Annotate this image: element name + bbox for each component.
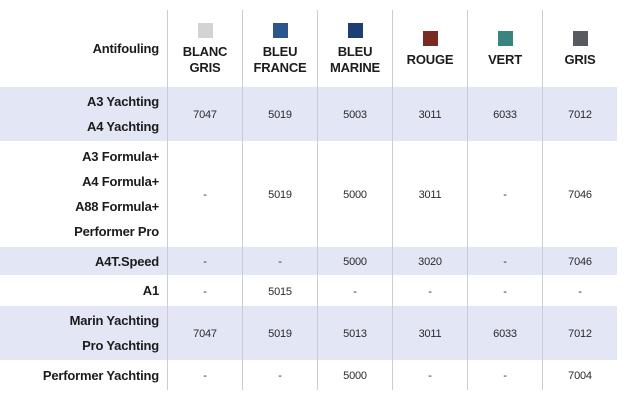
color-code-cell <box>168 87 243 142</box>
color-swatch <box>498 31 513 46</box>
color-code: - <box>203 285 207 298</box>
color-code-cell <box>168 306 243 361</box>
table-row <box>0 361 617 390</box>
column-name <box>168 44 242 76</box>
color-code: - <box>353 285 357 298</box>
color-code-cell <box>543 87 618 142</box>
color-code-cell <box>318 306 393 361</box>
product-names <box>0 142 168 247</box>
color-code: 3011 <box>418 189 442 201</box>
color-code: 5013 <box>343 328 367 340</box>
color-code: - <box>428 285 432 298</box>
color-code-cell <box>243 247 318 276</box>
table-row <box>0 276 617 306</box>
table-row <box>0 142 617 247</box>
color-code-cell <box>243 276 318 306</box>
color-code-cell <box>243 306 318 361</box>
color-code-cell <box>393 87 468 142</box>
column-header <box>243 10 318 87</box>
color-code: 7047 <box>193 109 217 121</box>
product-names <box>0 361 168 390</box>
product-name: A3 Yachting <box>87 94 159 109</box>
product-name: Pro Yachting <box>82 338 159 353</box>
color-code: - <box>278 256 282 268</box>
color-code-cell <box>393 361 468 390</box>
column-name-line: MARINE <box>329 59 381 75</box>
color-code: - <box>503 370 507 383</box>
column-name <box>543 52 617 68</box>
column-header <box>543 10 618 87</box>
color-code: 3011 <box>418 109 442 121</box>
color-code-cell <box>393 247 468 276</box>
color-code-cell <box>393 142 468 247</box>
column-name-line: BLEU <box>262 43 298 59</box>
product-names <box>0 306 168 361</box>
column-name-line: GRIS <box>564 51 596 67</box>
color-code-cell <box>543 361 618 390</box>
color-code: 7047 <box>193 328 217 340</box>
color-code-cell <box>168 247 243 276</box>
product-name: A4T.Speed <box>95 253 159 269</box>
color-code: 5000 <box>343 370 367 383</box>
color-code: - <box>503 256 507 268</box>
color-code-cell <box>468 142 543 247</box>
product-name: Performer Pro <box>74 224 159 239</box>
color-code-cell <box>318 87 393 142</box>
color-code: 3020 <box>418 256 442 268</box>
color-code: 7012 <box>568 328 592 340</box>
column-name-line: FRANCE <box>253 59 307 75</box>
color-code-cell <box>543 306 618 361</box>
color-code: 7046 <box>568 256 592 268</box>
color-code: - <box>503 285 507 298</box>
column-header <box>168 10 243 87</box>
color-code-cell <box>243 361 318 390</box>
color-code-cell <box>468 87 543 142</box>
color-code: - <box>203 370 207 383</box>
column-name <box>318 44 392 76</box>
product-names <box>0 247 168 276</box>
color-code-cell <box>468 306 543 361</box>
color-code: 5019 <box>268 109 292 121</box>
color-code-cell <box>543 247 618 276</box>
color-code-cell <box>168 276 243 306</box>
product-name: A88 Formula+ <box>75 199 159 214</box>
color-code: 5019 <box>268 328 292 340</box>
product-names <box>0 276 168 306</box>
color-code: - <box>278 370 282 383</box>
color-code: 7012 <box>568 109 592 121</box>
color-swatch <box>198 23 213 38</box>
color-swatch <box>273 23 288 38</box>
column-header <box>468 10 543 87</box>
table-row <box>0 306 617 361</box>
color-code-cell <box>168 142 243 247</box>
product-name: A1 <box>142 283 159 298</box>
color-code-cell <box>468 361 543 390</box>
color-code-cell <box>318 361 393 390</box>
color-code-cell <box>543 276 618 306</box>
product-name: A4 Yachting <box>87 119 159 134</box>
color-code: 7004 <box>568 370 592 383</box>
color-code-cell <box>243 142 318 247</box>
product-name: Performer Yachting <box>42 367 159 383</box>
color-code-cell <box>243 87 318 142</box>
color-code-cell <box>318 276 393 306</box>
color-code: 6033 <box>493 328 517 340</box>
color-code-cell <box>393 276 468 306</box>
color-code-cell <box>318 142 393 247</box>
product-names <box>0 87 168 142</box>
color-code: - <box>578 285 582 298</box>
color-code: - <box>428 370 432 383</box>
color-code-cell <box>168 361 243 390</box>
color-code: 5003 <box>343 109 367 121</box>
header-row <box>0 10 617 87</box>
product-name: A4 Formula+ <box>82 174 159 189</box>
column-header <box>318 10 393 87</box>
column-name-line: VERT <box>488 51 522 67</box>
color-swatch <box>573 31 588 46</box>
color-code: 6033 <box>493 109 517 121</box>
color-code: - <box>203 189 207 201</box>
table-row <box>0 247 617 276</box>
column-name <box>243 44 317 76</box>
color-code-cell <box>543 142 618 247</box>
color-code: 5015 <box>268 285 292 298</box>
antifouling-color-table <box>0 10 617 390</box>
table-body <box>0 10 617 390</box>
color-code: - <box>203 256 207 268</box>
color-code-cell <box>318 247 393 276</box>
color-code: 7046 <box>568 189 592 201</box>
color-code-cell <box>468 276 543 306</box>
column-name-line: ROUGE <box>406 51 454 67</box>
color-code: 3011 <box>418 328 442 340</box>
column-name <box>468 52 542 68</box>
color-code-cell <box>468 247 543 276</box>
color-swatch <box>423 31 438 46</box>
color-code-cell <box>393 306 468 361</box>
header-title: Antifouling <box>92 40 159 56</box>
color-code: 5019 <box>268 189 292 201</box>
color-code: 5000 <box>343 256 367 268</box>
column-name-line: BLEU <box>337 43 373 59</box>
color-code: - <box>503 189 507 201</box>
column-name-line: BLANC <box>182 43 228 59</box>
color-swatch <box>348 23 363 38</box>
product-name: Marin Yachting <box>69 313 159 328</box>
product-name: A3 Formula+ <box>82 149 159 164</box>
column-name-line: GRIS <box>189 59 221 75</box>
column-name <box>393 52 467 68</box>
column-header <box>393 10 468 87</box>
table-row <box>0 87 617 142</box>
color-code: 5000 <box>343 189 367 201</box>
